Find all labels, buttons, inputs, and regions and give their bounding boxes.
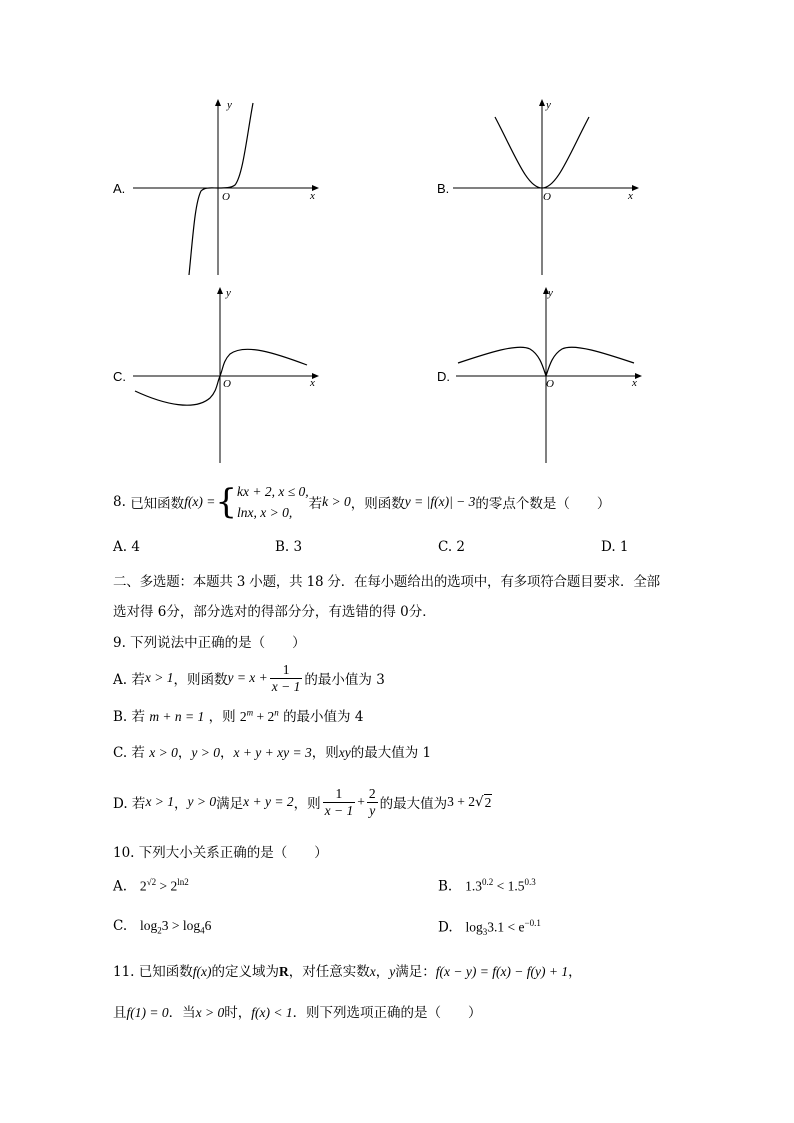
q9-title: 9. 下列说法中正确的是（ ） (113, 635, 306, 651)
q11-l1-fx: f(x) (192, 964, 212, 979)
graph-d-x-label: x (632, 377, 637, 389)
q10-c-mid: 3 > log (161, 918, 201, 933)
q9-d-sqrt: 2 (484, 794, 492, 810)
q9-d-mid2: ，则 (293, 796, 321, 812)
q10-b-op: < 1.5 (493, 878, 525, 894)
q10-a-op: > 2 (156, 878, 178, 894)
q8-text3: ，则函数 (350, 496, 405, 512)
q10-c-end: 6 (204, 918, 212, 933)
q10-a-exp2: ln2 (177, 877, 189, 887)
graph-b-y-label: y (546, 99, 551, 111)
q11-l1-y: y (389, 964, 396, 979)
q11-l1-f: ， (568, 964, 582, 980)
q9-b-plus: + 2 (253, 709, 275, 724)
graph-b-x-label: x (628, 190, 633, 202)
q9-d-pre: D. 若 (113, 796, 146, 812)
q11-line2 (113, 1001, 482, 1021)
q8-text2: 若 (308, 496, 323, 512)
q11-l1-e: 满足： (395, 964, 436, 980)
q10-d-label: D. (438, 919, 453, 936)
graph-a-y-label: y (227, 99, 232, 111)
q11-l1-a: 11. 已知函数 (113, 964, 193, 980)
q8-fx: f(x) = (184, 494, 216, 509)
q9-b-exp2: n (274, 707, 279, 718)
graph-c-x-label: x (310, 377, 315, 389)
q9-d-cond1: x > 1 (145, 794, 175, 809)
graph-b-label: B. (437, 181, 450, 196)
q11-l1-eq: f(x − y) = f(x) − f(y) + 1 (435, 964, 569, 979)
q10-option-d (438, 918, 541, 937)
q8-brace: { (215, 482, 238, 522)
graph-c-label: C. (113, 369, 126, 384)
q8-text4: 的零点个数是（ ） (475, 496, 611, 512)
q8-stem (113, 478, 610, 526)
q9-option-a (113, 659, 385, 697)
q8-text1: 已知函数 (130, 496, 185, 512)
q11-l1-x: x (369, 964, 376, 979)
q9-a-pre: A. 若 (113, 672, 145, 688)
q8-option-c: C. 2 (438, 539, 466, 555)
q10-a-label: A. (113, 878, 128, 895)
graph-d (448, 283, 658, 468)
graph-b-origin-label: O (543, 191, 551, 203)
q9-option-d: D. 若 x > 1 ， y > 0 满足 x + y = 2 ，则 $\frac{1}{x - 1}$ + $\frac{2}{y}$ 的最大值为 3 + 2 √ 2 (113, 785, 492, 818)
q9-a-num: 1 (270, 662, 303, 679)
q9-b-exp1: m (246, 707, 254, 718)
graph-a (125, 95, 335, 280)
graph-c (125, 283, 335, 468)
q10-a-exp1: √2 (146, 877, 157, 887)
q10-b-exp2: 0.3 (524, 877, 536, 887)
q10-option-b (438, 877, 536, 895)
q9-d-plus: + (357, 794, 365, 809)
q11-l1-d: ， (375, 964, 390, 980)
q9-d-den2: y (369, 802, 376, 818)
graph-a-x-label: x (310, 190, 315, 202)
q9-a-cond: x > 1 (144, 670, 174, 685)
section2-line2: 选对得 6分，部分选对的得部分分，有选错的得 0分． (113, 604, 436, 620)
q9-option-c (113, 741, 431, 761)
q9-d-num2: 2 (368, 785, 376, 801)
q11-l1-b: 的定义域为 (211, 964, 279, 980)
graph-d-y-label: y (548, 287, 553, 299)
q9-d-den1: x − 1 (324, 802, 354, 818)
graph-a-label: A. (113, 181, 126, 196)
q10-title: 10. 下列大小关系正确的是（ ） (113, 845, 328, 861)
graph-c-y-label: y (226, 287, 231, 299)
q8-option-d: D. 1 (601, 539, 629, 555)
q9-option-b (113, 705, 363, 725)
q9-b-cond: m + n = 1 (149, 709, 205, 724)
q10-d-sub: 3 (482, 927, 488, 938)
q9-b-mid: ，则 (208, 709, 236, 725)
q11-l1-R: R (279, 964, 289, 979)
q9-d-cond3: x + y = 2 (243, 794, 294, 809)
q9-d-mid1: 满足 (216, 796, 244, 812)
section2-line1: 二、多选题：本题共 3 小题，共 18 分．在每小题给出的选项中，有多项符合题目要求．全部 (113, 574, 660, 590)
q10-option-a (113, 877, 189, 895)
q9-a-fraction (270, 662, 303, 695)
q11-l2-ineq: f(x) < 1 (251, 1005, 293, 1020)
q9-c-pre: C. 若 (113, 745, 145, 761)
q10-b-label: B. (438, 878, 453, 895)
q9-d-fraction2 (367, 786, 378, 819)
q9-a-post: 的最小值为 3 (304, 672, 385, 688)
q11-l2-d: ．则下列选项正确的是（ ） (292, 1005, 482, 1021)
q10-d-log: log (465, 919, 483, 935)
q8-cases (237, 481, 309, 523)
q9-c-cond3: x + y + xy = 3 (233, 745, 312, 760)
q10-c-log1: log (140, 918, 158, 933)
q9-a-den: x − 1 (271, 678, 301, 694)
q9-d-fraction1 (323, 786, 356, 819)
q11-l2-c: 时， (224, 1005, 252, 1021)
q10-option-c (113, 918, 211, 936)
q11-l2-a: 且 (113, 1005, 127, 1021)
q10-d-exp: −0.1 (524, 918, 541, 928)
q9-d-mid3: 的最大值为 (379, 796, 448, 812)
q9-d-num1: 1 (323, 786, 356, 803)
graph-c-origin-label: O (223, 378, 231, 390)
q8-case1: kx + 2, x ≤ 0, (237, 484, 309, 499)
q9-b-pre: B. 若 (113, 709, 146, 725)
q9-c-expr: xy (338, 745, 351, 760)
q10-d-mid: 3.1 < e (487, 919, 525, 935)
graph-a-origin-label: O (222, 191, 230, 203)
q8-option-b: B. 3 (275, 539, 303, 555)
q9-c-post: 的最大值为 1 (350, 745, 432, 761)
q9-a-mid: ，则函数 (173, 672, 228, 688)
q10-a-base1: 2 (139, 878, 147, 894)
q9-b-post: 的最小值为 4 (283, 709, 364, 725)
q9-d-cond2: y > 0 (187, 794, 217, 809)
q11-l2-b: ．当 (168, 1005, 196, 1021)
q8-cond: k > 0 (322, 494, 351, 509)
q9-c-sep1: ， (177, 745, 192, 761)
q9-c-sep2: ， (219, 745, 234, 761)
q9-c-cond1: x > 0 (149, 745, 178, 760)
q8-yeq: y = |f(x)| − 3 (404, 494, 476, 509)
q10-b-exp1: 0.2 (481, 877, 494, 887)
q9-c-mid: ，则 (311, 745, 339, 761)
q8-number: 8. (113, 494, 126, 510)
q10-b-base1: 1.3 (465, 878, 482, 894)
q9-d-val: 3 + 2 (447, 794, 475, 809)
q11-l1-c: ，对任意实数 (288, 964, 370, 980)
q9-d-sep: ， (174, 796, 188, 812)
q10-c-sub1: 2 (157, 925, 162, 936)
graph-d-origin-label: O (546, 378, 554, 390)
q9-c-cond2: y > 0 (191, 745, 220, 760)
q11-line1 (113, 960, 582, 980)
q10-c-sub2: 4 (200, 925, 205, 936)
q10-c-label: C. (113, 918, 128, 934)
q8-case2: lnx, x > 0, (237, 505, 293, 520)
q11-l2-cond: x > 0 (195, 1005, 225, 1020)
q9-b-base1: 2 (239, 709, 247, 724)
graph-b (445, 95, 655, 280)
graph-d-label: D. (437, 369, 450, 384)
q11-l2-eq: f(1) = 0 (126, 1005, 169, 1020)
q9-a-eq: y = x + (227, 670, 268, 685)
q8-option-a: A. 4 (113, 539, 140, 555)
